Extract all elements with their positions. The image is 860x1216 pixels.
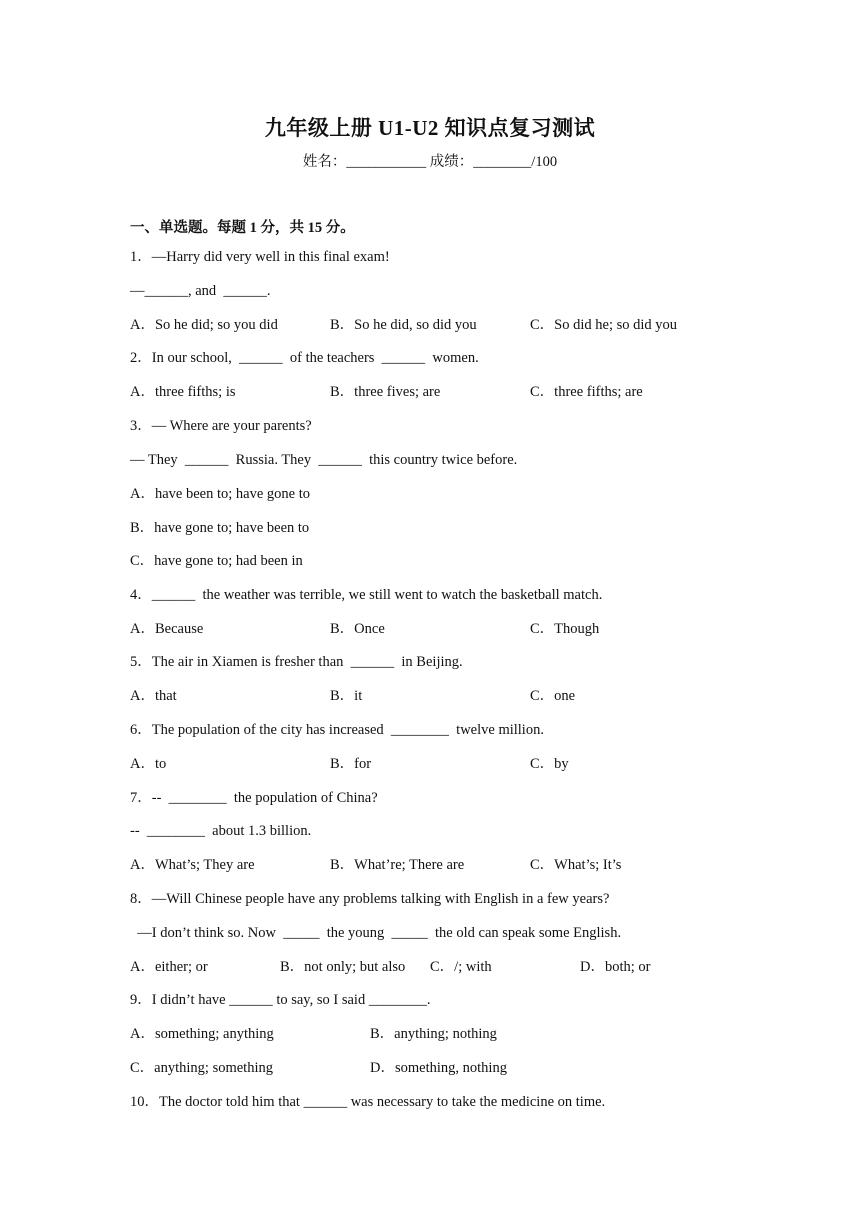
question-6-option-a: A．to <box>130 756 167 772</box>
question-2-option-c: C．three fifths; are <box>530 384 643 400</box>
section-heading: 一、单选题。每题 1 分，共 15 分。 <box>130 220 355 236</box>
question-7-option-c: C．What’s; It’s <box>530 857 622 873</box>
question-8-option-d: D．both; or <box>580 959 651 975</box>
question-3-stem-line2: — They ______ Russia. They ______ this country twice before. <box>130 452 518 468</box>
question-9-option-d: D．something, nothing <box>370 1060 507 1076</box>
question-8-stem-line2: —I don’t think so. Now _____ the young _____ the old can speak some English. <box>130 925 622 941</box>
page-title: 九年级上册 U1-U2 知识点复习测试 <box>264 116 596 140</box>
question-8-option-a: A．either; or <box>130 959 208 975</box>
question-4-option-b: B．Once <box>330 621 385 637</box>
question-9-option-b: B．anything; nothing <box>370 1026 497 1042</box>
question-8-option-b: B．not only; but also <box>280 959 406 975</box>
question-1-option-c: C．So did he; so did you <box>530 317 678 333</box>
question-8-option-c: C．/; with <box>430 959 492 975</box>
question-2-option-a: A．three fifths; is <box>130 384 236 400</box>
question-4-option-a: A．Because <box>130 621 204 637</box>
question-6-option-c: C．by <box>530 756 569 772</box>
question-5-stem: 5．The air in Xiamen is fresher than ______ in Beijing. <box>130 654 463 670</box>
question-9-option-c: C．anything; something <box>130 1060 273 1076</box>
question-2-stem: 2．In our school, ______ of the teachers ______ women. <box>130 350 479 366</box>
question-6-stem: 6．The population of the city has increased ________ twelve million. <box>130 722 544 738</box>
question-4-stem: 4．______ the weather was terrible, we still went to watch the basketball match. <box>130 587 603 603</box>
question-5-option-b: B．it <box>330 688 363 704</box>
question-3-option-a: A．have been to; have gone to <box>130 486 310 502</box>
question-9-option-a: A．something; anything <box>130 1026 274 1042</box>
name-score-line: 姓名：___________ 成绩：________/100 <box>302 154 558 170</box>
question-3-stem: 3．— Where are your parents? <box>130 418 312 434</box>
question-1-option-a: A．So he did; so you did <box>130 317 278 333</box>
question-4-option-c: C．Though <box>530 621 600 637</box>
question-9-stem: 9．I didn’t have ______ to say, so I said ________. <box>130 992 431 1008</box>
question-6-option-b: B．for <box>330 756 372 772</box>
question-10-stem: 10．The doctor told him that ______ was necessary to take the medicine on time. <box>130 1094 606 1110</box>
question-5-option-a: A．that <box>130 688 177 704</box>
question-7-stem-line2: -- ________ about 1.3 billion. <box>130 823 312 839</box>
question-3-option-b: B．have gone to; have been to <box>130 520 310 536</box>
question-1-stem-line2: —______, and ______. <box>130 283 271 299</box>
question-8-stem: 8．—Will Chinese people have any problems talking with English in a few years? <box>130 891 610 907</box>
question-2-option-b: B．three fives; are <box>330 384 441 400</box>
question-7-stem: 7．-- ________ the population of China? <box>130 790 378 806</box>
question-7-option-a: A．What’s; They are <box>130 857 255 873</box>
question-3-option-c: C．have gone to; had been in <box>130 553 303 569</box>
question-1-stem: 1．—Harry did very well in this final exam! <box>130 249 390 265</box>
question-1-option-b: B．So he did, so did you <box>330 317 477 333</box>
question-7-option-b: B．What’re; There are <box>330 857 465 873</box>
question-5-option-c: C．one <box>530 688 576 704</box>
